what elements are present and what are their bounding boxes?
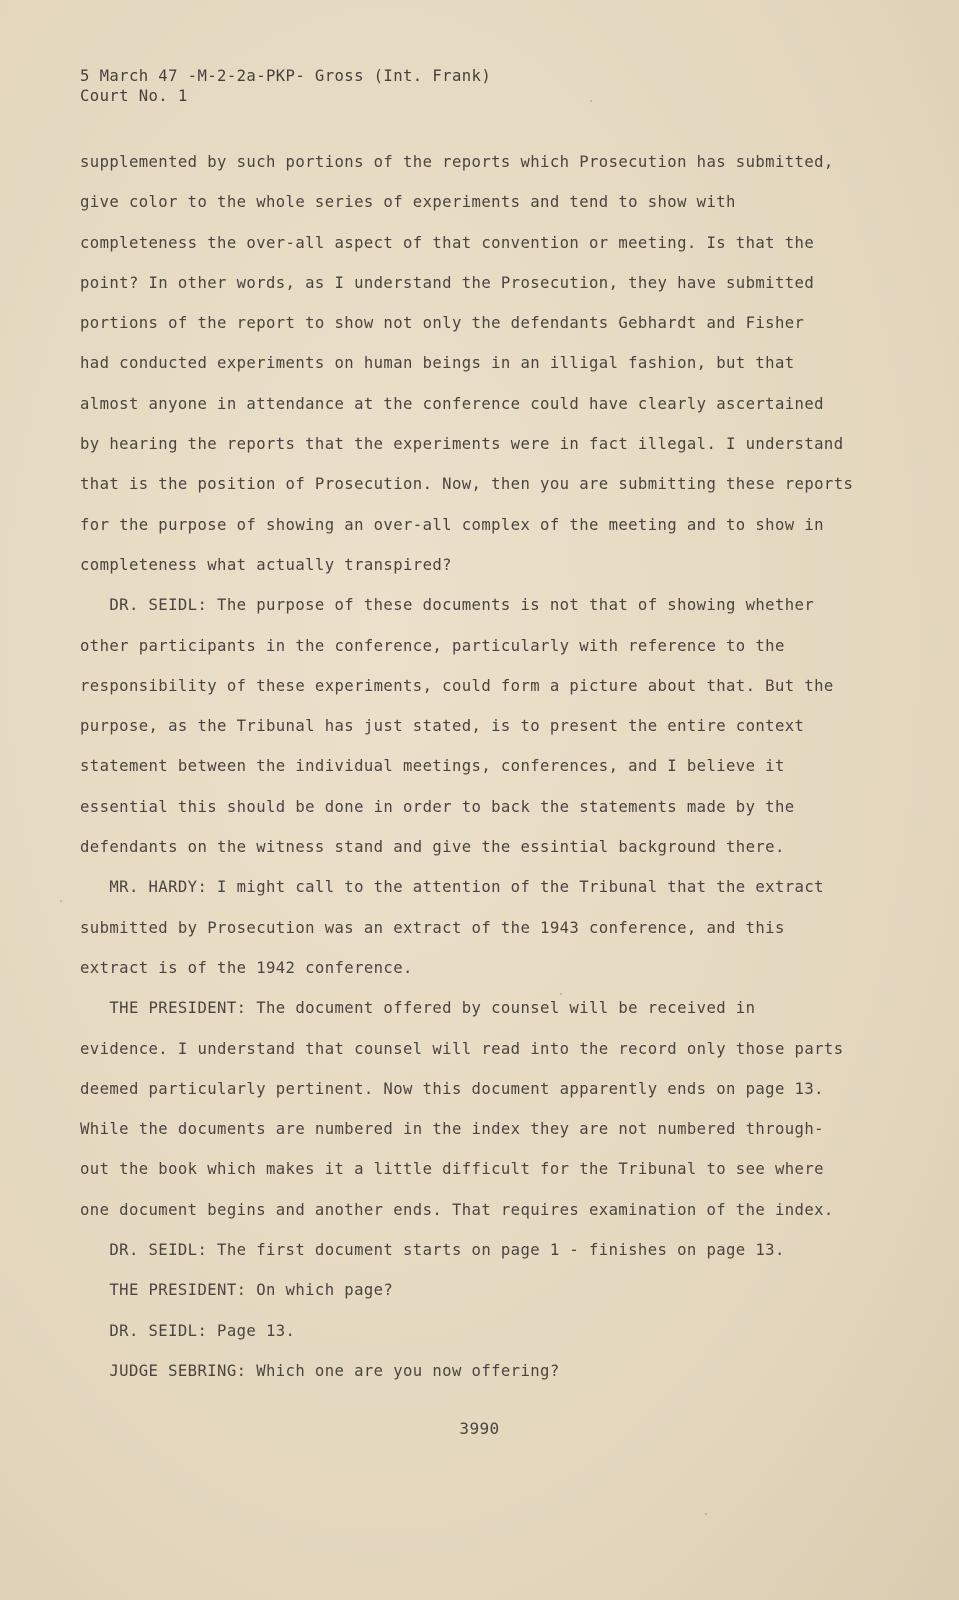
transcript-body [80,142,880,1391]
transcript-line: supplemented by such portions of the reports which Prosecution has submitted, [80,153,834,171]
transcript-line: by hearing the reports that the experiments were in fact illegal. I understand [80,435,844,454]
transcript-line: one document begins and another ends. That requires examination of the index. [80,1200,834,1219]
transcript-line: almost anyone in attendance at the conference could have clearly ascertained [80,394,824,413]
page-number: 3990 [459,1419,500,1438]
transcript-line: JUDGE SEBRING: Which one are you now offering? [80,1361,560,1380]
transcript-line: submitted by Prosecution was an extract of the 1943 conference, and this [80,918,785,937]
transcript-line: DR. SEIDL: The purpose of these documents is not that of showing whether [80,596,815,615]
transcript-line: THE PRESIDENT: On which page? [80,1281,394,1300]
transcript-line: completeness what actually transpired? [80,555,452,574]
transcript-line: had conducted experiments on human beings in an illigal fashion, but that [80,354,795,373]
paper-speck [60,900,62,902]
transcript-line: portions of the report to show not only the defendants Gebhardt and Fisher [80,314,805,333]
transcript-line: defendants on the witness stand and give the essintial background there. [80,838,785,857]
transcript-line: THE PRESIDENT: The document offered by counsel will be received in [80,999,756,1018]
transcript-line: that is the position of Prosecution. Now, then you are submitting these reports [80,475,854,494]
transcript-line: point? In other words, as I understand the Prosecution, they have submitted [80,273,815,292]
transcript-line: give color to the whole series of experiments and tend to show with [80,193,736,212]
header-court-line: Court No. 1 [80,87,188,105]
transcript-line: While the documents are numbered in the index they are not numbered through- [80,1120,824,1139]
transcript-line: statement between the individual meetings, conferences, and I believe it [80,757,785,776]
transcript-line: extract is of the 1942 conference. [80,958,413,977]
transcript-line: evidence. I understand that counsel will read into the record only those parts [80,1039,844,1058]
transcript-line: responsibility of these experiments, could form a picture about that. But the [80,676,834,695]
transcript-line: for the purpose of showing an over-all complex of the meeting and to show in [80,515,824,534]
transcript-line: purpose, as the Tribunal has just stated, is to present the entire context [80,717,805,736]
transcript-line: completeness the over-all aspect of that convention or meeting. Is that the [80,233,815,252]
transcript-line: essential this should be done in order to back the statements made by the [80,797,795,816]
transcript-line: other participants in the conference, particularly with reference to the [80,636,785,655]
transcript-line: DR. SEIDL: Page 13. [80,1321,296,1340]
transcript-line: DR. SEIDL: The first document starts on page 1 - finishes on page 13. [80,1241,785,1260]
header-date-line: 5 March 47 -M-2-2a-PKP- Gross (Int. Frank) [80,67,492,85]
transcript-line: deemed particularly pertinent. Now this document apparently ends on page 13. [80,1079,824,1098]
document-header [80,66,491,106]
transcript-line: MR. HARDY: I might call to the attention of the Tribunal that the extract [80,878,824,897]
paper-speck [560,993,562,995]
paper-speck [590,100,592,102]
paper-speck [705,1513,707,1515]
transcript-line: out the book which makes it a little difficult for the Tribunal to see where [80,1160,824,1179]
